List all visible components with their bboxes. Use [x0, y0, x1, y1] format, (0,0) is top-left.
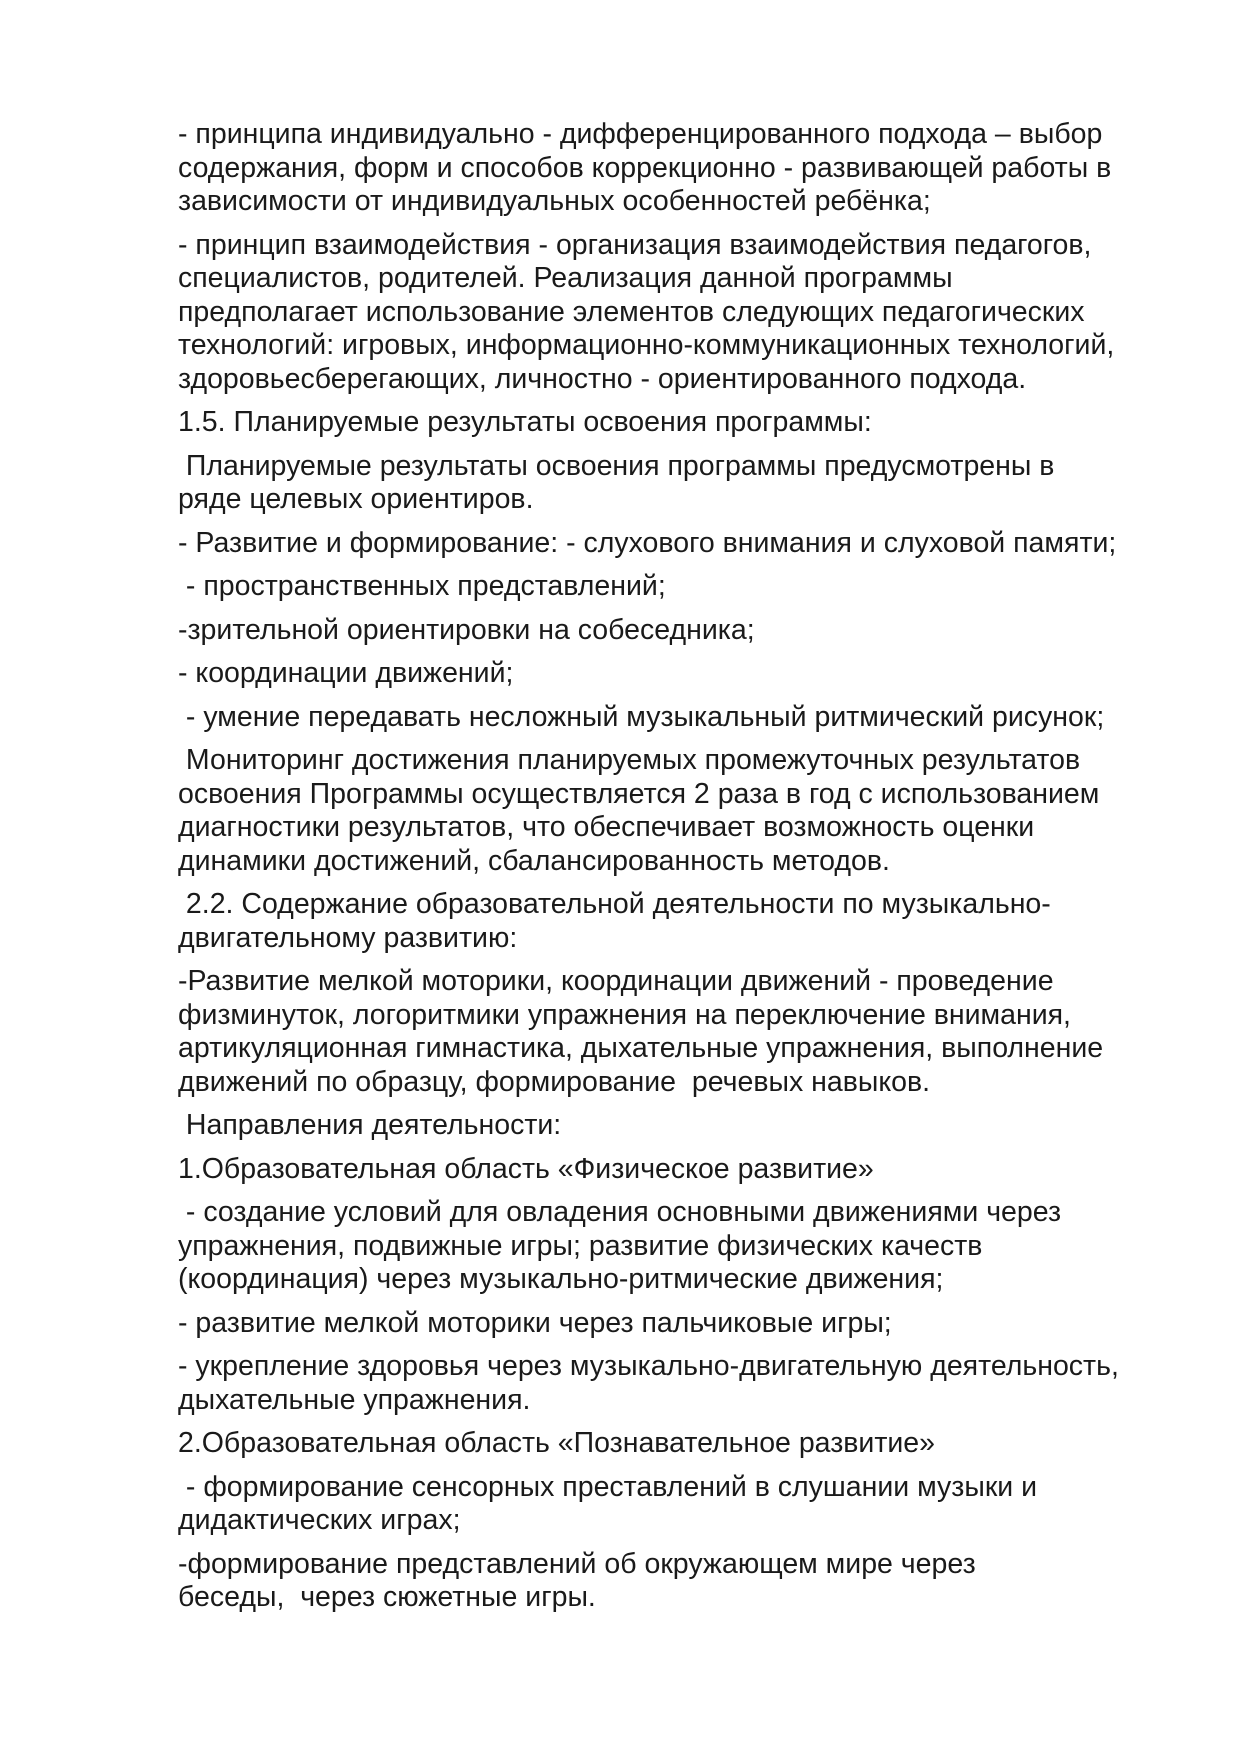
subheading-physical-development: 1.Образовательная область «Физическое развитие» — [178, 1152, 874, 1185]
list-item-finger-games: - развитие мелкой моторики через пальчиковые игры; — [178, 1306, 892, 1339]
list-item-basic-movements: - создание условий для овладения основными движениями через упражнения, подвижные игры; развитие физических качеств (координация) через музыкально-ритмические движения; — [178, 1196, 1062, 1295]
document-body — [178, 118, 1168, 1625]
paragraph-individual-approach: - принципа индивидуально - дифференцированного подхода – выбор содержания, форм и способов коррекционно - развивающей работы в зависимости от индивидуальных особенностей ребёнка; — [178, 118, 1112, 217]
paragraph-fine-motor-development: -Развитие мелкой моторики, координации движений - проведение физминуток, логоритмики упражнения на переключение внимания, артикуляционная гимнастика, дыхательные упражнения, выполнение движений по образцу, формирование речевых навыков. — [178, 965, 1104, 1098]
paragraph-monitoring: Мониторинг достижения планируемых промежуточных результатов освоения Программы осуществляется 2 раза в год с использованием диагностики результатов, что обеспечивает возможность оценки динамики достижений, сбалансированность методов. — [178, 744, 1100, 877]
subheading-activity-directions: Направления деятельности: — [178, 1109, 562, 1141]
list-item-health-strengthening: - укрепление здоровья через музыкально-двигательную деятельность, дыхательные упражнения. — [178, 1350, 1119, 1416]
section-heading-planned-results: 1.5. Планируемые результаты освоения программы: — [178, 406, 872, 438]
paragraph-target-guidelines: Планируемые результаты освоения программы предусмотрены в ряде целевых ориентиров. — [178, 449, 1055, 515]
section-heading-content: 2.2. Содержание образовательной деятельности по музыкально- двигательному развитию: — [178, 888, 1051, 954]
list-item-spatial-representations: - пространственных представлений; — [178, 570, 666, 602]
list-item-sensory-representations: - формирование сенсорных преставлений в слушании музыки и дидактических играх; — [178, 1470, 1038, 1536]
paragraph-interaction-principle: - принцип взаимодействия - организация взаимодействия педагогов, специалистов, родителей. Реализация данной программы предполагает использование элементов следующих педагогических технологий: игровых, информационно-коммуникационных технологий, здоровьесберегающих, личностно - ориентированного подхода. — [178, 228, 1115, 395]
list-item-world-representations: -формирование представлений об окружающем мире через беседы, через сюжетные игры. — [178, 1547, 976, 1613]
subheading-cognitive-development: 2.Образовательная область «Познавательное развитие» — [178, 1427, 936, 1459]
list-item-visual-orientation: -зрительной ориентировки на собеседника; — [178, 613, 755, 646]
list-item-movement-coordination: - координации движений; — [178, 657, 514, 689]
list-item-auditory-attention: - Развитие и формирование: - слухового внимания и слуховой памяти; — [178, 526, 1117, 559]
list-item-rhythmic-pattern: - умение передавать несложный музыкальный ритмический рисунок; — [178, 700, 1105, 733]
